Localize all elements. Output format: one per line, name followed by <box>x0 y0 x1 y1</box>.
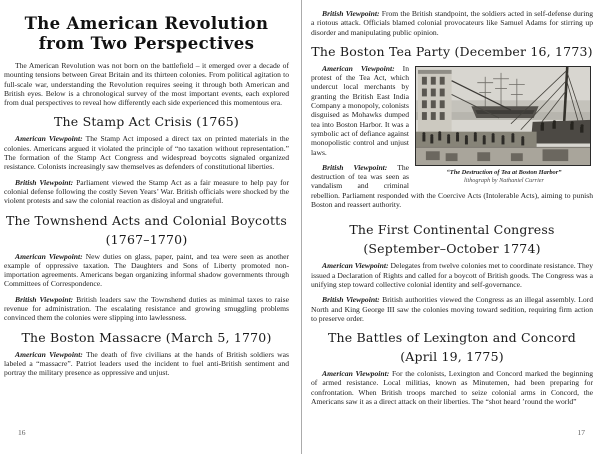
viewpoint-text: In protest of the Tea Act, which undercut local merchants by granting the British East India Company a monopoly, colonists disguised as Mohawks dumped tea into Boston Harbor. It was a symbolic act of defiance against monopolistic control and unjust laws. <box>311 63 409 157</box>
viewpoint-label: British Viewpoint: <box>322 162 388 172</box>
heading-dates: (September–October 1774) <box>363 241 541 257</box>
viewpoint-text: From the British standpoint, the soldiers acted in self-defense during a riotous attack. Officials blamed colonial provocateurs like Samuel Adams for stirring up disorder and manipulating public opinion. <box>311 9 594 37</box>
paragraph-british-viewpoint <box>4 178 289 206</box>
viewpoint-text: British authorities viewed the Congress as an illegal assembly. Lord North and King George III saw the colonies moving toward sedition, requiring firm action to preserve order. <box>311 295 593 323</box>
viewpoint-label: British Viewpoint: <box>322 295 380 305</box>
viewpoint-label: British Viewpoint: <box>15 177 74 187</box>
page-right <box>302 0 600 454</box>
boston-tea-party-figure <box>415 66 593 185</box>
title-line-2: from Two Perspectives <box>38 34 255 53</box>
viewpoint-text: The Stamp Act imposed a direct tax on printed materials in the colonies. Americans argued it violated the principle of “no taxation without representation.” The formation of the Stamp Act Congress and widespread boycotts signaled organized resistance. Colonists increasingly saw themselves as defenders of constitutional liberties. <box>4 134 290 172</box>
viewpoint-text: Delegates from twelve colonies met to coordinate resistance. They issued a Declaration of Rights and called for a boycott of British goods. The Congress was a unifying step toward collective colonial identity and self-governance. <box>311 261 594 289</box>
boston-tea-party-lithograph-image <box>415 66 591 166</box>
heading-first-continental-congress <box>311 222 593 256</box>
figure-caption-title: “The Destruction of Tea at Boston Harbor” <box>446 168 562 176</box>
viewpoint-label: British Viewpoint: <box>322 9 380 18</box>
viewpoint-label: British Viewpoint: <box>15 294 74 304</box>
viewpoint-text: For the colonists, Lexington and Concord marked the beginning of armed resistance. Local militias, known as Minutemen, had been preparing for confrontation. When British troops marched to seize colonial arms in Concord, the Americans saw it as a direct attack on their liberties. The “shot heard ’round the world” <box>311 369 593 407</box>
heading-text: The Boston Massacre (March 5, 1770) <box>21 329 272 345</box>
viewpoint-label: American Viewpoint: <box>15 251 83 261</box>
paragraph-british-viewpoint <box>311 295 593 323</box>
viewpoint-label: American Viewpoint: <box>322 261 389 271</box>
heading-stamp-act <box>4 114 289 129</box>
heading-text: The First Continental Congress <box>349 222 555 238</box>
viewpoint-text: New duties on glass, paper, paint, and tea were seen as another example of oppressive taxation. The Daughters and Sons of Liberty promoted non-importation agreements. Americans began organizing informal shadow governments through Committees of Correspondence. <box>4 251 289 289</box>
heading-boston-massacre <box>4 330 289 345</box>
heading-text: The Stamp Act Crisis (1765) <box>54 114 239 130</box>
paragraph-british-viewpoint-continuation <box>311 9 593 37</box>
viewpoint-text: British leaders saw the Townshend duties as minimal taxes to raise revenue for administration. The escalating resistance and growing smuggling problems convinced them the colonies were slipping into lawlessness. <box>4 294 289 323</box>
heading-lexington-concord <box>311 330 593 364</box>
paragraph-american-viewpoint <box>311 261 593 289</box>
heading-dates: (1767–1770) <box>105 231 188 247</box>
heading-text: The Battles of Lexington and Concord <box>327 330 577 346</box>
viewpoint-label: American Viewpoint: <box>15 134 83 144</box>
paragraph-american-viewpoint <box>4 350 289 378</box>
heading-text: The Boston Tea Party (December 16, 1773) <box>311 43 593 59</box>
document-title <box>4 14 289 54</box>
heading-boston-tea-party <box>311 44 593 59</box>
lithograph-illustration <box>416 67 590 165</box>
viewpoint-text: Parliament viewed the Stamp Act as a fair measure to help pay for colonial defense following the costly Seven Years’ War. British officials were shocked by the violent protests and saw the colonial reaction as disloyal and ungrateful. <box>4 177 290 206</box>
tea-party-section <box>311 64 593 215</box>
viewpoint-label: American Viewpoint: <box>322 369 390 379</box>
page-number-right: 17 <box>577 428 585 437</box>
page-number-left: 16 <box>18 428 26 437</box>
paragraph-british-viewpoint <box>4 295 289 323</box>
viewpoint-label: American Viewpoint: <box>322 63 395 73</box>
heading-text: The Townshend Acts and Colonial Boycotts <box>5 212 288 228</box>
figure-caption-credit: lithograph by Nathaniel Currier <box>464 176 544 184</box>
viewpoint-label: American Viewpoint: <box>15 349 83 359</box>
heading-townshend-acts <box>4 213 289 247</box>
viewpoint-text: The destruction of tea was seen as vandalism and criminal rebellion. Parliament responded with the Coercive Acts (Intolerable Acts), aiming to punish Boston and reassert authority. <box>311 162 593 210</box>
title-line-1: The American Revolution <box>24 14 269 33</box>
heading-dates: (April 19, 1775) <box>400 349 504 365</box>
viewpoint-text: The death of five civilians at the hands of British soldiers was labeled a “massacre”. Patriot leaders used the incident to fuel anti-British sentiment and portray the military presence as oppressive and unjust. <box>4 349 289 378</box>
paragraph-american-viewpoint <box>311 369 593 406</box>
paragraph-american-viewpoint <box>4 252 289 289</box>
intro-paragraph: The American Revolution was not born on the battlefield – it emerged over a decade of mounting tensions between Great Britain and its thirteen colonies. From political agitation to full-scale war, understanding the Revolution requires seeing it through both American and British eyes. Below is a chronological survey of the most important events, each explored from dual perspectives to reveal how differently each side experienced this momentous era. <box>4 61 289 108</box>
paragraph-american-viewpoint <box>4 134 289 171</box>
